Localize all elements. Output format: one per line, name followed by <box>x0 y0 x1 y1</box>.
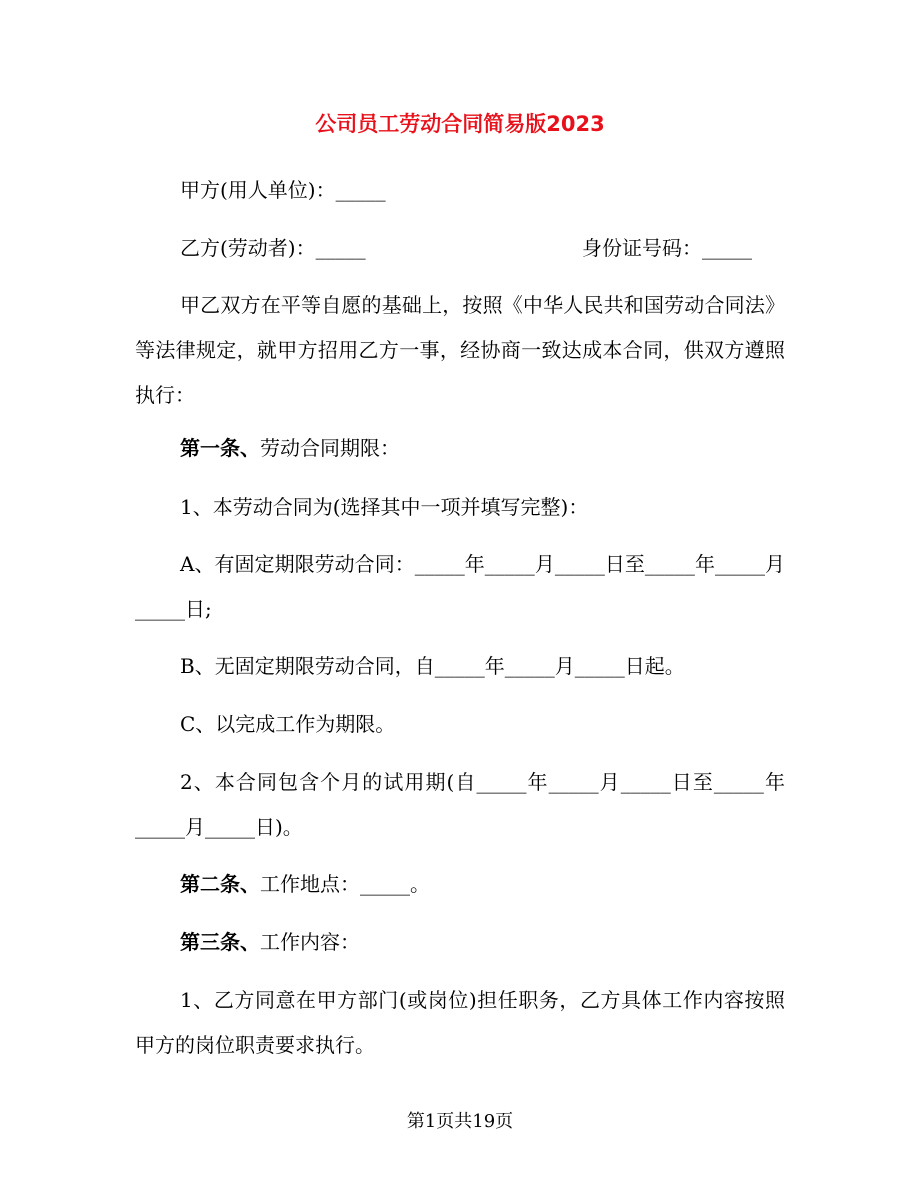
article-3-title: 工作内容： <box>260 930 360 954</box>
article-2-number: 第二条、 <box>180 872 260 896</box>
article-1-item-2: 2、本合同包含个月的试用期(自_____年_____月_____日至_____年_____月_____日)。 <box>135 770 785 839</box>
article-2-title: 工作地点：_____。 <box>260 872 430 896</box>
intro-paragraph: 甲乙双方在平等自愿的基础上，按照《中华人民共和国劳动合同法》等法律规定，就甲方招用乙方一事，经协商一致达成本合同，供双方遵照执行： <box>135 293 785 407</box>
article-3-item-1: 1、乙方同意在甲方部门(或岗位)担任职务，乙方具体工作内容按照甲方的岗位职责要求执行。 <box>135 988 785 1057</box>
article-1-title: 劳动合同期限： <box>260 436 400 460</box>
article-1-option-c: C、以完成工作为期限。 <box>180 712 396 736</box>
article-3-heading <box>180 925 360 959</box>
document-title: 公司员工劳动合同简易版2023 <box>315 112 605 136</box>
page-footer: 第1页共19页 <box>406 1111 514 1132</box>
article-1-option-b: B、无固定期限劳动合同，自_____年_____月_____日起。 <box>180 654 685 678</box>
article-2-heading <box>180 867 430 901</box>
article-1-number: 第一条、 <box>180 436 260 460</box>
article-1-item-1: 1、本劳动合同为(选择其中一项并填写完整)： <box>180 495 589 519</box>
party-b-line: 乙方(劳动者)：_____ <box>180 236 366 260</box>
article-1-option-a: A、有固定期限劳动合同：_____年_____月_____日至_____年_____月_____日; <box>135 552 785 621</box>
id-number-line: 身份证号码：_____ <box>582 236 752 260</box>
party-a-line: 甲方(用人单位)：_____ <box>180 178 386 202</box>
article-1-heading <box>180 431 400 465</box>
article-3-number: 第三条、 <box>180 930 260 954</box>
